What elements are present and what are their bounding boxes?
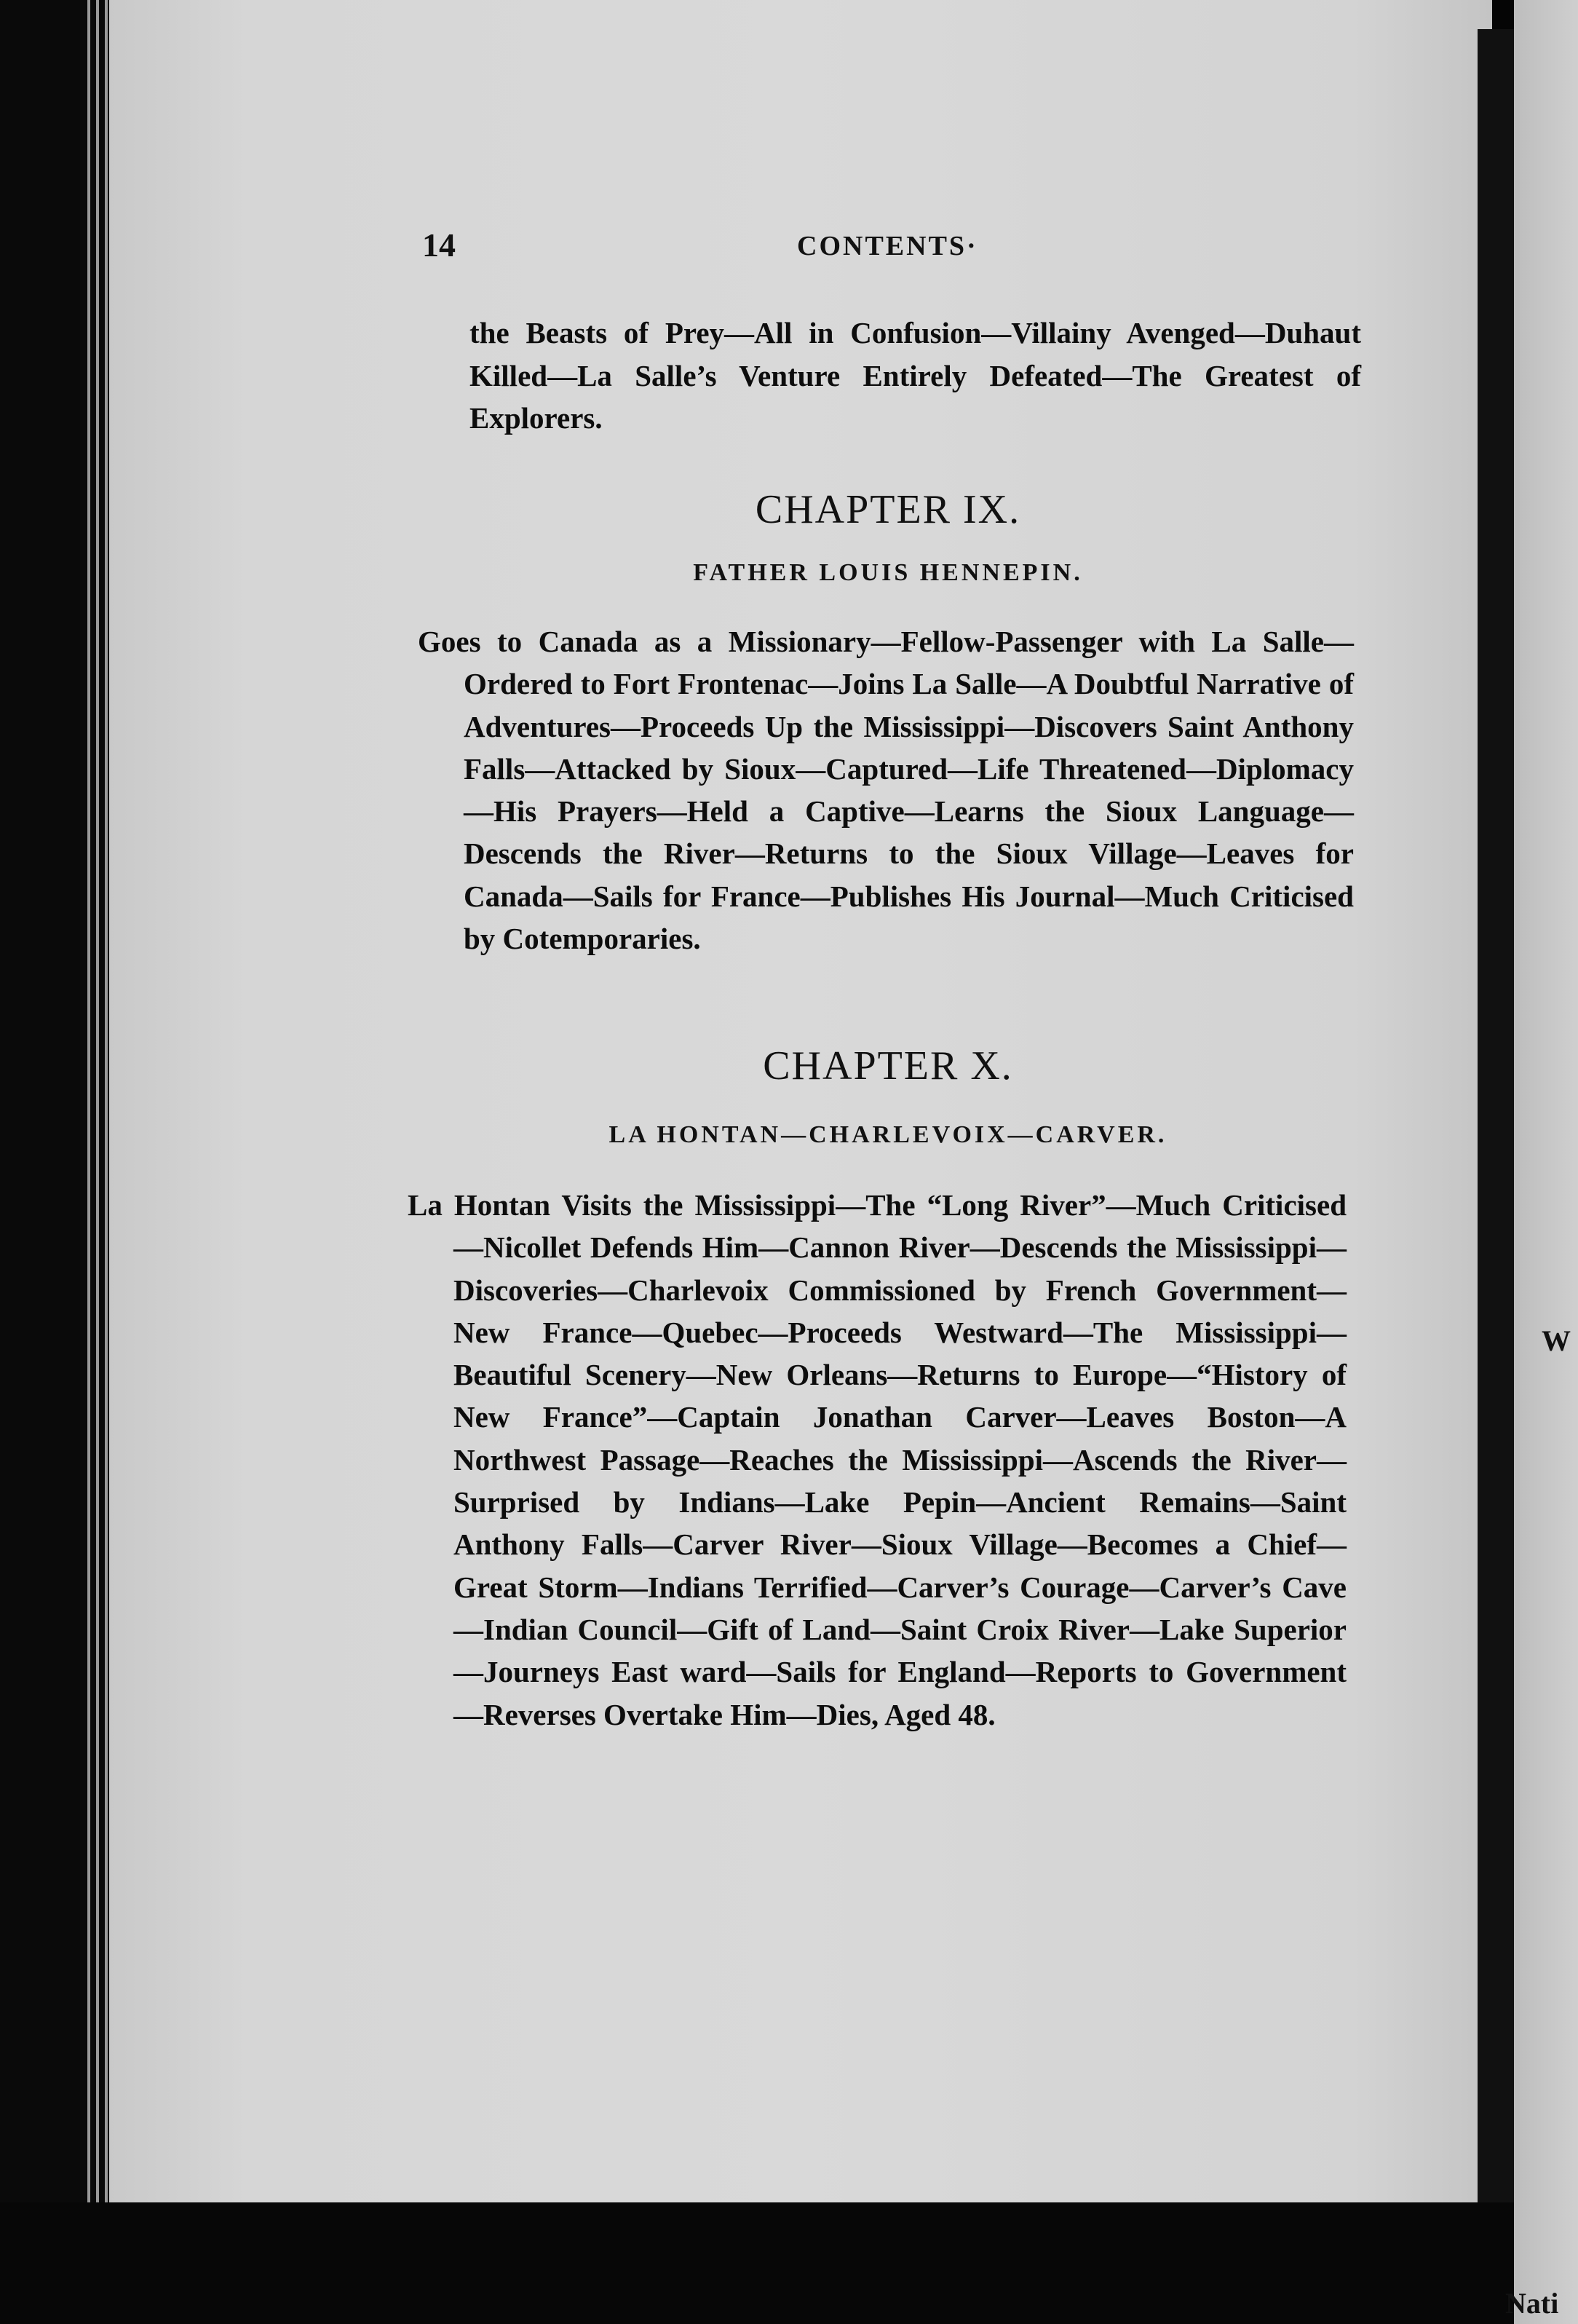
chapter-ix-summary: Goes to Canada as a Missionary—Fellow-Passenger with La Salle—Ordered to Fort Frontenac—Joins La Salle—A Doubtful Narrative of Adventures—Proceeds Up the Mississippi—Discovers Saint Anthony Falls—Attacked by Sioux—Captured—Life Threatened—Diplomacy—His Prayers—Held a Captive—Learns the Sioux Language—Descends the River—Returns to the Sioux Village—Leaves for Canada—Sails for France—Publishes His Journal—Much Criticised by Cotemporaries. xyxy=(418,625,1354,956)
continued-summary: the Beasts of Prey—All in Confusion—Villainy Avenged—Duhaut Killed—La Salle’s Venture Entirely Defeated—The Greatest of Explorers. xyxy=(469,316,1361,435)
running-head: CONTENTS· xyxy=(797,231,978,261)
chapter-ix-title: CHAPTER IX. xyxy=(755,487,1021,532)
scan-bottom-margin xyxy=(0,2202,1514,2324)
chapter-ix-subtitle: FATHER LOUIS HENNEPIN. xyxy=(693,559,1083,586)
page-header xyxy=(422,226,1354,269)
chapter-x-subtitle: LA HONTAN—CHARLEVOIX—CARVER. xyxy=(608,1121,1167,1148)
adjacent-page-sliver xyxy=(1514,0,1578,2324)
adjacent-page-fragment: W xyxy=(1542,1324,1571,1357)
adjacent-page-fragment-nati-main: Nati xyxy=(1505,2287,1559,2320)
chapter-x-summary: La Hontan Visits the Mississippi—The “Long River”—Much Criticised—Nicollet Defends Him—Cannon River—Descends the Mississippi—Discoveries—Charlevoix Commissioned by French Government—New France—Quebec—Proceeds Westward—The Mississippi—Beautiful Scenery—New Orleans—Returns to Europe—“History of New France”—Captain Jonathan Carver—Leaves Boston—A Northwest Passage—Reaches the Mississippi—Ascends the River—Surprised by Indians—Lake Pepin—Ancient Remains—Saint Anthony Falls—Carver River—Sioux Village—Becomes a Chief—Great Storm—Indians Terrified—Carver’s Courage—Carver’s Cave—Indian Council—Gift of Land—Saint Croix River—Lake Superior—Journeys East ward—Sails for England—Reports to Government—Reverses Overtake Him—Dies, Aged 48. xyxy=(408,1188,1347,1731)
page-edge-shadow xyxy=(1478,29,1514,2206)
chapter-x-title: CHAPTER X. xyxy=(763,1043,1013,1088)
page-number: 14 xyxy=(422,226,456,264)
